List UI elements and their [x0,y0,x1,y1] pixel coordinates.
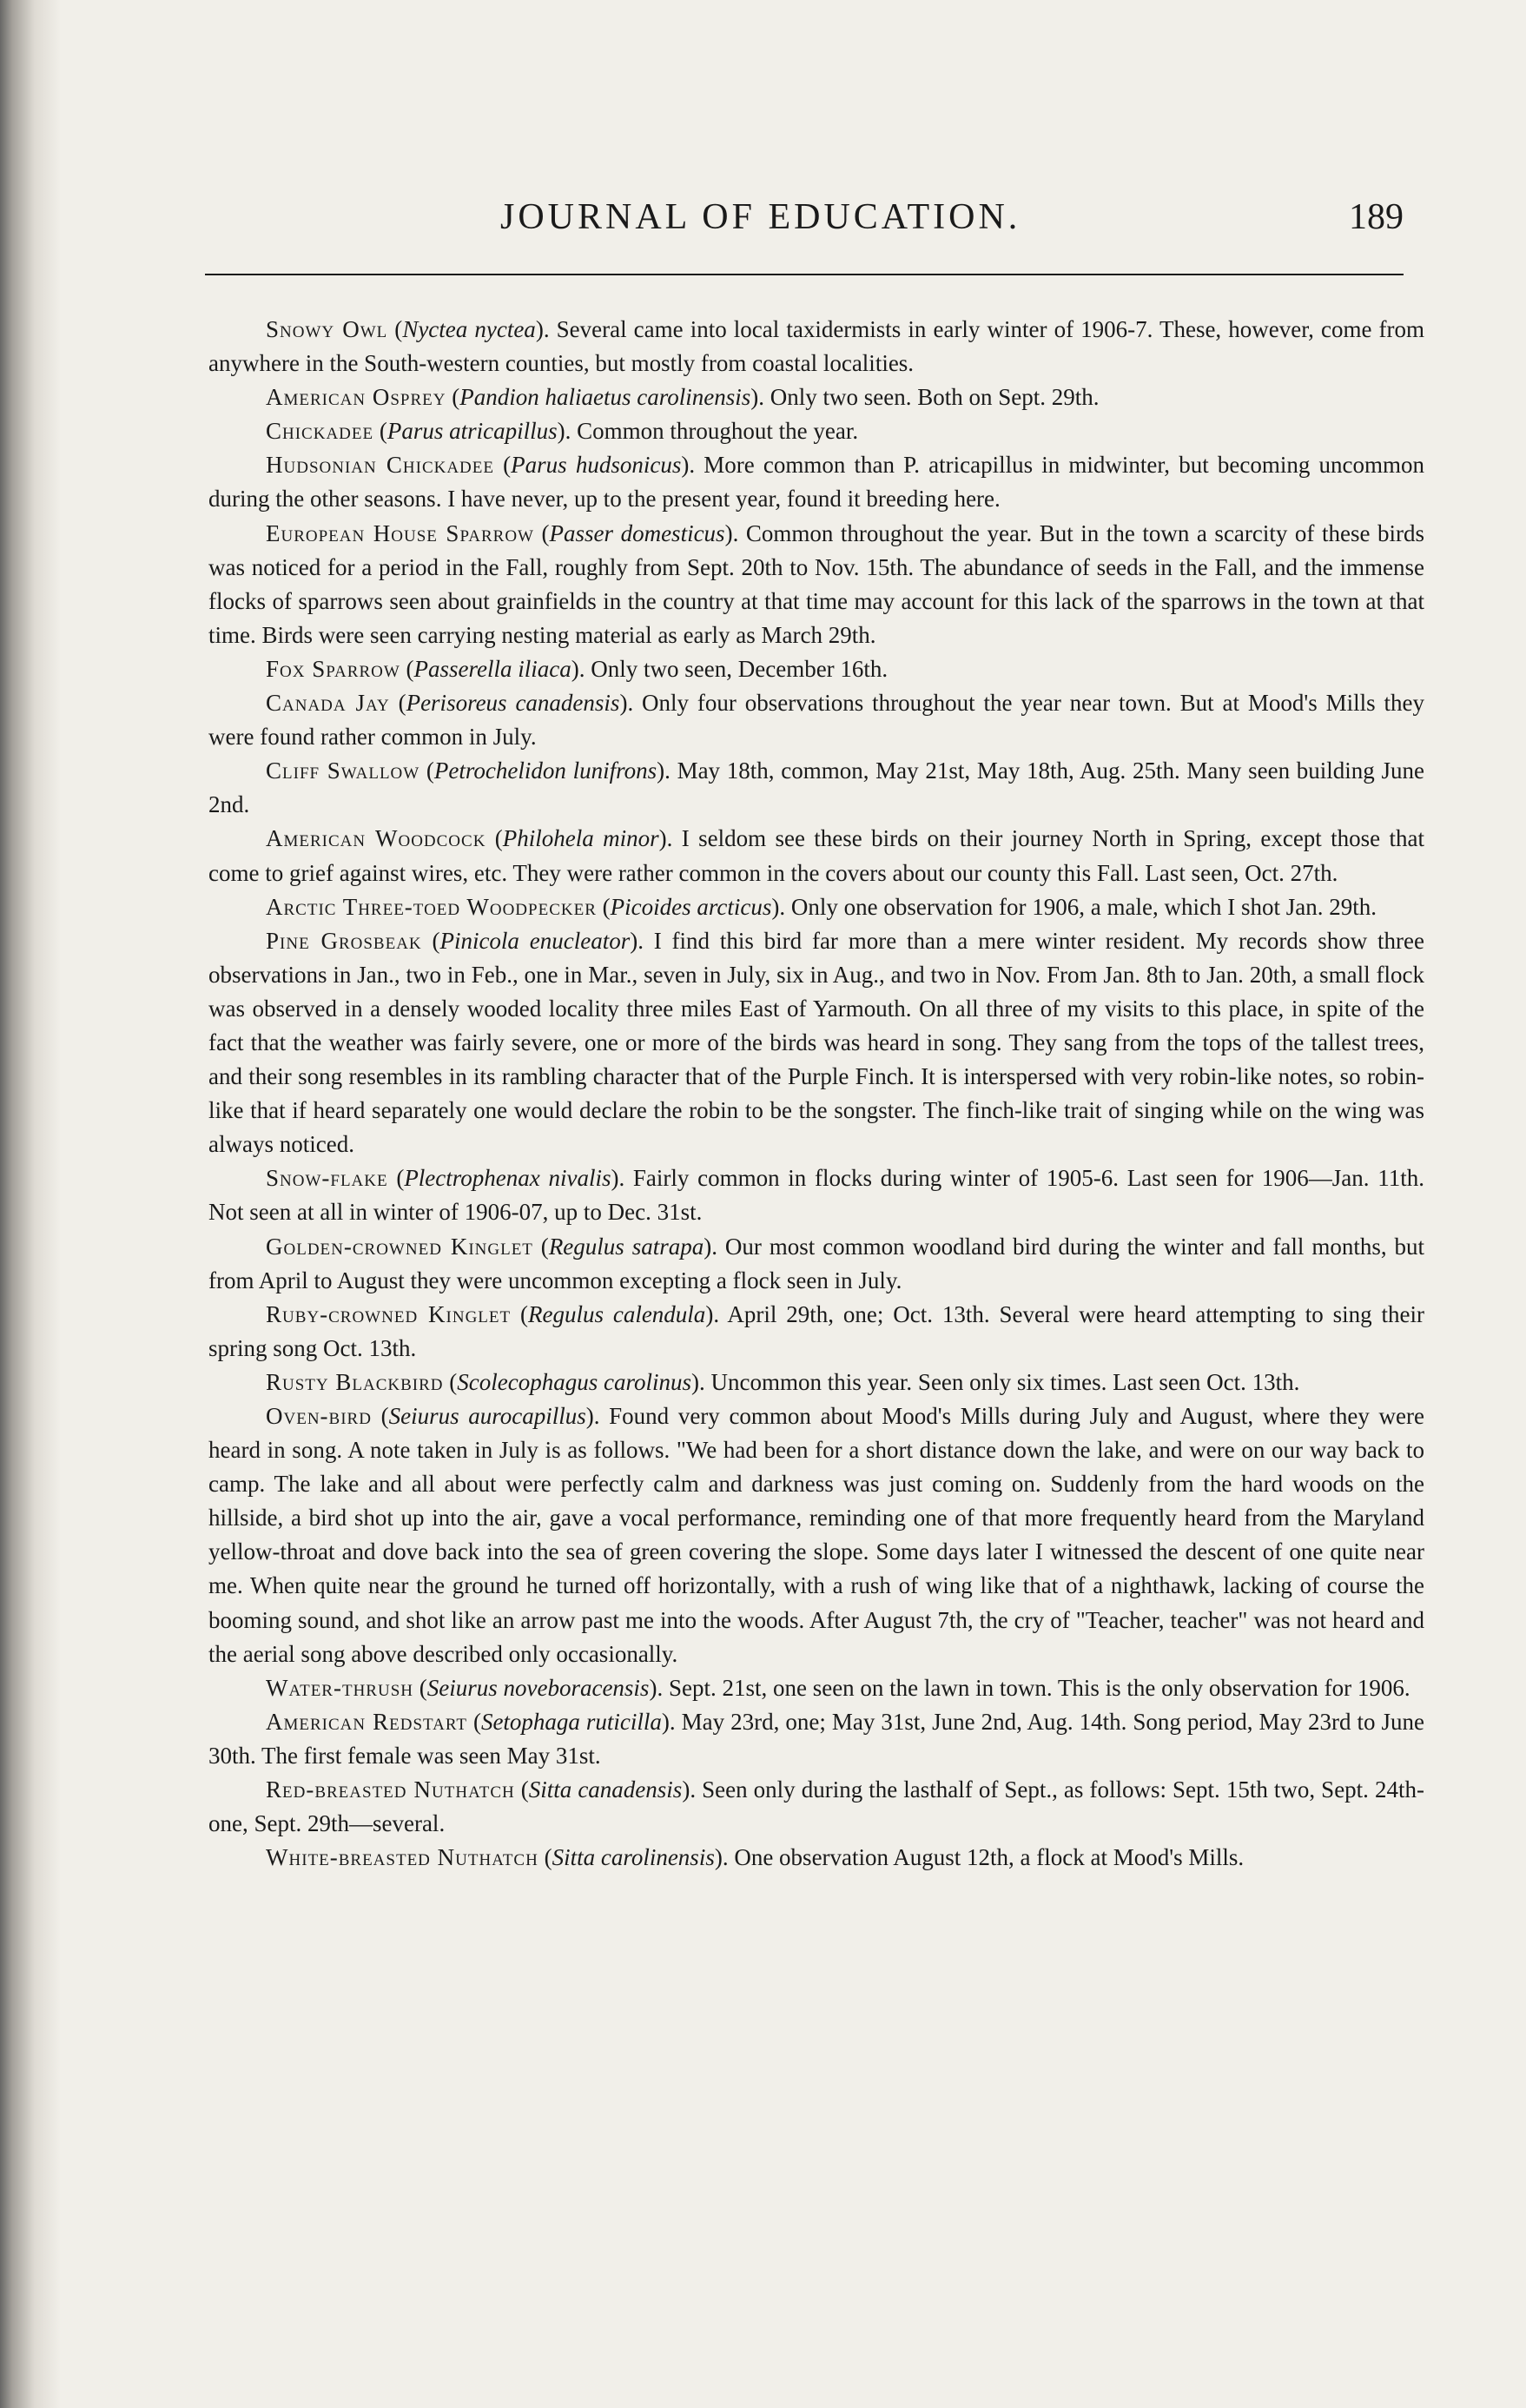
entry-text: . More common than P. atricapillus in midwinter, but becoming uncommon during the other seasons. I have never, up to the present year, found it breeding here. [208,452,1424,513]
entry-text: . One observation August 12th, a flock at Mood's Mills. [722,1844,1245,1871]
species-entry: Hudsonian Chickadee (Parus hudsonicus). More common than P. atricapillus in midwinter, but becoming uncommon during the other seasons. I have never, up to the present year, found it breeding here. [208,452,1424,513]
page-number: 189 [1349,197,1404,237]
species-entry: Snowy Owl (Nyctea nyctea). Several came into local taxidermists in early winter of 1906-7. These, however, come from anywhere in the South-western counties, but mostly from coastal localities. [208,316,1424,377]
species-name: Rusty Blackbird [266,1368,444,1395]
entry-text: . Several came into local taxidermists in early winter of 1906-7. These, however, come from anywhere in the South-western counties, but mostly from coastal localities. [208,316,1424,377]
species-entry: American Woodcock (Philohela minor). I seldom see these birds on their journey North in Spring, except those that come to grief against wires, etc. They were rather common in the covers about our county this Fall. Last seen, Oct. 27th. [208,825,1424,886]
scientific-name: Setophaga ruticilla [480,1708,662,1735]
page-binding-shadow [0,0,61,2408]
species-entry: Oven-bird (Seiurus aurocapillus). Found very common about Mood's Mills during July and August, where they were heard in song. A note taken in July is as follows. "We had been for a short distance down the lake, and were on our way back to camp. The lake and all about were perfectly calm and darkness was just coming on. Suddenly from the hard woods on the hillside, a bird shot up into the air, gave a vocal performance, reminding one of that more frequently heard from the Maryland yellow-throat and dove back into the sea of green covering the slope. Some days later I witnessed the descent of one quite near me. When quite near the ground he turned off horizontally, with a rush of wing like that of a nighthawk, lacking of course the booming sound, and shot like an arrow past me into the woods. After August 7th, the cry of "Teacher, teacher" was not heard and the aerial song above described only occasionally. [208,1403,1424,1667]
species-entry: Arctic Three-toed Woodpecker (Picoides arcticus). Only one observation for 1906, a male, which I shot Jan. 29th. [266,893,1377,920]
species-entry: Chickadee (Parus atricapillus). Common throughout the year. [266,418,859,445]
entry-text: . Only two seen. Both on Sept. 29th. [758,384,1100,411]
species-name: Golden-crowned Kinglet [266,1233,533,1260]
entry-text: . May 18th, common, May 21st, May 18th, Aug. 25th. Many seen building June 2nd. [208,757,1424,818]
species-name: Pine Grosbeak [266,927,422,954]
species-name: Snow-flake [266,1165,388,1192]
species-name: Cliff Swallow [266,757,420,784]
species-name: Water-thrush [266,1674,413,1701]
entry-text: . May 23rd, one; May 31st, June 2nd, Aug. 14th. Song period, May 23rd to June 30th. The first female was seen May 31st. [208,1708,1424,1769]
scientific-name: Sitta carolinensis [552,1844,715,1871]
species-entry: Cliff Swallow (Petrochelidon lunifrons). May 18th, common, May 21st, May 18th, Aug. 25th. Many seen building June 2nd. [208,757,1424,818]
scientific-name: Parus hudsonicus [511,452,682,479]
scientific-name: Regulus calendula [527,1300,706,1327]
entry-text: . Uncommon this year. Seen only six times. Last seen Oct. 13th. [698,1368,1300,1395]
scientific-name: Passer domesticus [549,519,725,546]
species-entry: Red-breasted Nuthatch (Sitta canadensis). Seen only during the lasthalf of Sept., as follows: Sept. 15th two, Sept. 24th-one, Sept. 29th—several. [208,1776,1424,1837]
entry-text: . I seldom see these birds on their journey North in Spring, except those that come to grief against wires, etc. They were rather common in the covers about our county this Fall. Last seen, Oct. 27th. [208,825,1424,886]
species-entry: White-breasted Nuthatch (Sitta carolinensis). One observation August 12th, a flock at Mood's Mills. [266,1844,1245,1871]
species-name: Red-breasted Nuthatch [266,1776,515,1803]
species-entry: European House Sparrow (Passer domesticus). Common throughout the year. But in the town a scarcity of these birds was noticed for a period in the Fall, roughly from Sept. 20th to Nov. 15th. The abundance of seeds in the Fall, and the immense flocks of sparrows seen about grainfields in the country at that time may account for this lack of the sparrows in the town at that time. Birds were seen carrying nesting material as early as March 29th. [208,519,1424,648]
species-name: Arctic Three-toed Woodpecker [266,893,597,920]
scientific-name: Petrochelidon lunifrons [433,757,657,784]
entry-text: . Common throughout the year. [565,418,859,445]
scientific-name: Seiurus noveboracensis [426,1674,650,1701]
species-name: Snowy Owl [266,316,388,342]
entry-text: . April 29th, one; Oct. 13th. Several were heard attempting to sing their spring song Oct. 13th. [208,1300,1424,1361]
species-entry: Snow-flake (Plectrophenax nivalis). Fairly common in flocks during winter of 1905-6. Last seen for 1906—Jan. 11th. Not seen at all in winter of 1906-07, up to Dec. 31st. [208,1165,1424,1226]
species-name: Oven-bird [266,1403,372,1429]
running-title: JOURNAL OF EDUCATION. [500,197,1021,237]
species-entry: Rusty Blackbird (Scolecophagus carolinus). Uncommon this year. Seen only six times. Last seen Oct. 13th. [266,1368,1300,1395]
species-entry: American Redstart (Setophaga ruticilla). May 23rd, one; May 31st, June 2nd, Aug. 14th. Song period, May 23rd to June 30th. The first female was seen May 31st. [208,1708,1424,1769]
entry-text: . Only two seen, December 16th. [578,655,889,682]
species-name: Fox Sparrow [266,655,400,682]
scientific-name: Seiurus aurocapillus [388,1403,586,1429]
entry-text: . Seen only during the lasthalf of Sept., as follows: Sept. 15th two, Sept. 24th-one, Sept. 29th—several. [208,1776,1424,1837]
scientific-name: Nyctea nyctea [402,316,536,342]
species-name: American Osprey [266,384,446,411]
species-entry: Fox Sparrow (Passerella iliaca). Only two seen, December 16th. [266,655,889,682]
entry-text: . Only one observation for 1906, a male, which I shot Jan. 29th. [779,893,1377,920]
scientific-name: Plectrophenax nivalis [404,1165,611,1192]
article-body [208,313,1424,1875]
scientific-name: Pandion haliaetus carolinensis [459,384,751,411]
species-entry: Pine Grosbeak (Pinicola enucleator). I find this bird far more than a mere winter resident. My records show three observations in Jan., two in Feb., one in Mar., seven in July, six in Aug., and two in Nov. From Jan. 8th to Jan. 20th, a small flock was observed in a densely wooded locality three miles East of Yarmouth. On all three of my visits to this place, in spite of the fact that the weather was fairly severe, one or more of the birds was heard in song. They sang from the tops of the tallest trees, and their song resembles in its rambling character that of the Purple Finch. It is interspersed with very robin-like notes, so robin-like that if heard separately one would declare the robin to be the songster. The finch-like trait of singing while on the wing was always noticed. [208,927,1424,1158]
species-name: American Woodcock [266,825,486,852]
species-entry: Ruby-crowned Kinglet (Regulus calendula). April 29th, one; Oct. 13th. Several were heard attempting to sing their spring song Oct. 13th. [208,1300,1424,1361]
scientific-name: Sitta canadensis [528,1776,683,1803]
scientific-name: Picoides arcticus [610,893,772,920]
scientific-name: Parus atricapillus [386,418,558,445]
species-name: Chickadee [266,418,374,445]
species-name: White-breasted Nuthatch [266,1844,538,1871]
scientific-name: Perisoreus canadensis [406,690,620,717]
entry-text: . I find this bird far more than a mere winter resident. My records show three observations in Jan., two in Feb., one in Mar., seven in July, six in Aug., and two in Nov. From Jan. 8th to Jan. 20th, a small flock was observed in a densely wooded locality three miles East of Yarmouth. On all three of my visits to this place, in spite of the fact that the weather was fairly severe, one or more of the birds was heard in song. They sang from the tops of the tallest trees, and their song resembles in its rambling character that of the Purple Finch. It is interspersed with very robin-like notes, so robin-like that if heard separately one would declare the robin to be the songster. The finch-like trait of singing while on the wing was always noticed. [208,927,1424,1158]
species-entry: Water-thrush (Seiurus noveboracensis). Sept. 21st, one seen on the lawn in town. This is the only observation for 1906. [266,1674,1410,1701]
species-name: Hudsonian Chickadee [266,452,494,479]
entry-text: . Our most common woodland bird during the winter and fall months, but from April to August they were uncommon excepting a flock seen in July. [208,1233,1424,1293]
page-header [205,196,1404,257]
species-name: American Redstart [266,1708,467,1735]
species-entry: Canada Jay (Perisoreus canadensis). Only four observations throughout the year near town. But at Mood's Mills they were found rather common in July. [208,690,1424,751]
scientific-name: Pinicola enucleator [439,927,631,954]
scientific-name: Philohela minor [502,825,659,852]
scientific-name: Passerella iliaca [413,655,571,682]
scientific-name: Regulus satrapa [548,1233,704,1260]
species-name: Canada Jay [266,690,390,717]
species-name: European House Sparrow [266,519,534,546]
species-name: Ruby-crowned Kinglet [266,1300,512,1327]
entry-text: . Fairly common in flocks during winter of 1905-6. Last seen for 1906—Jan. 11th. Not seen at all in winter of 1906-07, up to Dec. 31st. [208,1165,1424,1226]
entry-text: . Common throughout the year. But in the town a scarcity of these birds was noticed for a period in the Fall, roughly from Sept. 20th to Nov. 15th. The abundance of seeds in the Fall, and the immense flocks of sparrows seen about grainfields in the country at that time may account for this lack of the sparrows in the town at that time. Birds were seen carrying nesting material as early as March 29th. [208,519,1424,648]
scientific-name: Scolecophagus carolinus [457,1368,691,1395]
species-entry: American Osprey (Pandion haliaetus carolinensis). Only two seen. Both on Sept. 29th. [266,384,1100,411]
entry-text: . Only four observations throughout the year near town. But at Mood's Mills they were found rather common in July. [208,690,1424,751]
entry-text: . Sept. 21st, one seen on the lawn in town. This is the only observation for 1906. [657,1674,1410,1701]
species-entry: Golden-crowned Kinglet (Regulus satrapa). Our most common woodland bird during the winter and fall months, but from April to August they were uncommon excepting a flock seen in July. [208,1233,1424,1293]
header-rule [205,274,1404,275]
entry-text: . Found very common about Mood's Mills during July and August, where they were heard in song. A note taken in July is as follows. "We had been for a short distance down the lake, and were on our way back to camp. The lake and all about were perfectly calm and darkness was just coming on. Suddenly from the hard woods on the hillside, a bird shot up into the air, gave a vocal performance, reminding one of that more frequently heard from the Maryland yellow-throat and dove back into the sea of green covering the slope. Some days later I witnessed the descent of one quite near me. When quite near the ground he turned off horizontally, with a rush of wing like that of a nighthawk, lacking of course the booming sound, and shot like an arrow past me into the woods. After August 7th, the cry of "Teacher, teacher" was not heard and the aerial song above described only occasionally. [208,1403,1424,1667]
